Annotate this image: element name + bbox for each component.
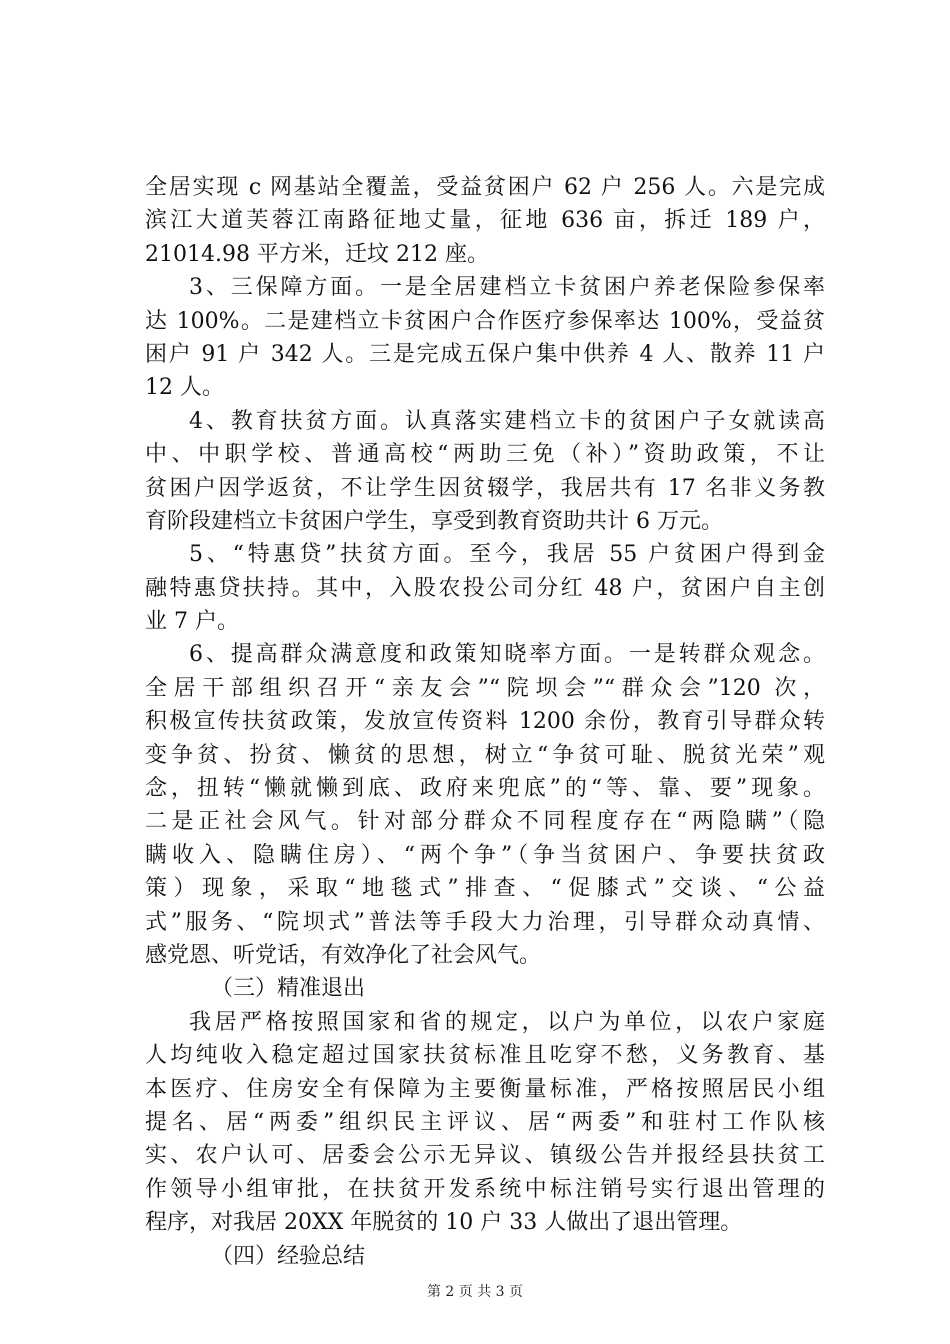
text-line: 程序，对我居 20XX 年脱贫的 10 户 33 人做出了退出管理。 xyxy=(145,1210,743,1236)
page-footer: 第 2 页 共 3 页 xyxy=(426,1284,524,1300)
text-line: 我居严格按照国家和省的规定，以户为单位，以农户家庭 xyxy=(189,1009,825,1035)
text-line: 人均纯收入稳定超过国家扶贫标准且吃穿不愁，义务教育、基 xyxy=(145,1043,825,1069)
text-line: 提名、居“两委”组织民主评议、居“两委”和驻村工作队核 xyxy=(145,1109,825,1135)
text-line: 5、“特惠贷”扶贫方面。至今，我居 55 户贫困户得到金 xyxy=(189,542,825,568)
text-line: 困户 91 户 342 人。三是完成五保户集中供养 4 人、散养 11 户 xyxy=(145,341,825,367)
text-line: 二是正社会风气。针对部分群众不同程度存在“两隐瞒”（隐 xyxy=(145,809,825,835)
text-line: 3、三保障方面。一是全居建档立卡贫困户养老保险参保率 xyxy=(189,275,825,301)
text-line: 全居实现 c 网基站全覆盖，受益贫困户 62 户 256 人。六是完成 xyxy=(145,175,825,200)
text-line: 业 7 户。 xyxy=(145,609,239,635)
text-line: 感党恩、听党话，有效净化了社会风气。 xyxy=(145,942,542,968)
text-line: 21014.98 平方米，迁坟 212 座。 xyxy=(145,241,489,267)
text-line: 育阶段建档立卡贫困户学生，享受到教育资助共计 6 万元。 xyxy=(145,508,723,534)
text-line: 达 100%。二是建档立卡贫困户合作医疗参保率达 100%，受益贫 xyxy=(145,308,825,334)
text-line: 6、提高群众满意度和政策知晓率方面。一是转群众观念。 xyxy=(189,642,825,668)
text-line: 变争贫、扮贫、懒贫的思想，树立“争贫可耻、脱贫光荣”观 xyxy=(145,742,825,768)
text-line: 作领导小组审批，在扶贫开发系统中标注销号实行退出管理的 xyxy=(145,1176,825,1202)
text-line: 全居干部组织召开“亲友会”“院坝会”“群众会”120 次， xyxy=(145,675,825,701)
section-heading: （四）经验总结 xyxy=(211,1243,366,1269)
section-heading: （三）精准退出 xyxy=(211,976,366,1002)
text-line: 贫困户因学返贫，不让学生因贫辍学，我居共有 17 名非义务教 xyxy=(145,475,825,501)
text-line: 融特惠贷扶持。其中，入股农投公司分红 48 户，贫困户自主创 xyxy=(145,575,825,601)
text-line: 滨江大道芙蓉江南路征地丈量，征地 636 亩，拆迁 189 户， xyxy=(145,208,825,234)
text-line: 中、中职学校、普通高校“两助三免（补）”资助政策，不让 xyxy=(145,442,825,468)
text-line: 实、农户认可、居委会公示无异议、镇级公告并报经县扶贫工 xyxy=(145,1143,825,1169)
text-line: 策）现象，采取“地毯式”排查、“促膝式”交谈、“公益 xyxy=(145,876,825,902)
text-line: 念，扭转“懒就懒到底、政府来兜底”的“等、靠、要”现象。 xyxy=(145,776,825,802)
text-line: 本医疗、住房安全有保障为主要衡量标准，严格按照居民小组 xyxy=(145,1076,825,1102)
text-line: 瞒收入、隐瞒住房）、“两个争”（争当贫困户、争要扶贫政 xyxy=(145,842,825,868)
text-line: 4、教育扶贫方面。认真落实建档立卡的贫困户子女就读高 xyxy=(189,408,825,434)
text-line: 积极宣传扶贫政策，发放宣传资料 1200 余份，教育引导群众转 xyxy=(145,709,825,735)
text-line: 式”服务、“院坝式”普法等手段大力治理，引导群众动真情、 xyxy=(145,909,825,935)
document-body xyxy=(145,171,825,1273)
text-line: 12 人。 xyxy=(145,375,224,401)
